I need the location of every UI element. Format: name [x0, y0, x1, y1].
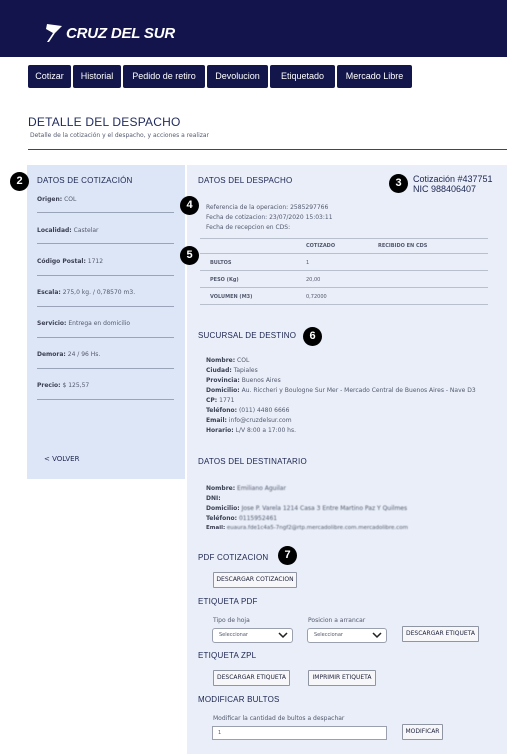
bultos-input[interactable]: 1	[212, 726, 387, 740]
field-demora: Demora: 24 / 96 Hs.	[37, 351, 101, 358]
destinatario-line: Domicilio: Jose P. Varela 1214 Casa 3 Entre Martino Paz Y Quilmes	[206, 505, 408, 512]
table-cell: 0,72000	[306, 294, 327, 300]
divider	[37, 212, 174, 213]
fecha-recepcion: Fecha de recepcion en CDS:	[206, 224, 291, 231]
nic-number: NIC 988406407	[413, 184, 477, 194]
download-etiqueta-zpl-button[interactable]: DESCARGAR ETIQUETA	[213, 670, 290, 686]
field-servicio: Servicio: Entrega en domicilio	[37, 320, 131, 327]
posicion-label: Posicion a arrancar	[308, 617, 366, 624]
table-row-label: PESO (Kg)	[210, 277, 239, 283]
sucursal-line: Horario: L/V 8:00 a 17:00 hs.	[206, 427, 296, 434]
table-top-rule	[200, 238, 488, 239]
main-nav	[28, 65, 414, 88]
cotizacion-number	[413, 174, 493, 194]
table-cell: 20,00	[306, 277, 321, 283]
field-codigo-postal: Código Postal: 1712	[37, 258, 104, 265]
sucursal-line: Nombre: COL	[206, 357, 250, 364]
nav-devolucion[interactable]: Devolucion	[207, 65, 268, 88]
table-rule	[200, 253, 488, 254]
sucursal-line: Domicilio: Au. Riccheri y Boulogne Sur Mer - Mercado Central de Buenos Aires - Nave D3	[206, 387, 476, 394]
chevron-down-icon	[278, 631, 288, 640]
posicion-select[interactable]	[307, 628, 387, 643]
sucursal-line: Ciudad: Tapiales	[206, 367, 258, 374]
sucursal-line: Email: info@cruzdelsur.com	[206, 417, 292, 424]
sucursal-line: CP: 1771	[206, 397, 235, 404]
table-header-recibido: RECIBIDO EN CDS	[378, 243, 428, 249]
etiqueta-pdf-title: ETIQUETA PDF	[198, 597, 258, 606]
field-localidad: Localidad: Castelar	[37, 227, 99, 234]
chevron-down-icon	[372, 631, 382, 640]
sucursal-line: Provincia: Buenos Aires	[206, 377, 281, 384]
header-bar	[0, 0, 507, 57]
posicion-value: Seleccionar	[314, 632, 343, 638]
tipo-hoja-label: Tipo de hoja	[213, 617, 250, 624]
destinatario-line: DNI:	[206, 495, 221, 502]
divider	[37, 243, 174, 244]
cotizacion-id: Cotización #437751	[413, 174, 493, 184]
destinatario-line: Nombre: Emiliano Aguilar	[206, 485, 286, 492]
despacho-title: DATOS DEL DESPACHO	[198, 176, 293, 185]
nav-cotizar[interactable]: Cotizar	[28, 65, 71, 88]
table-row-label: BULTOS	[210, 260, 232, 266]
fecha-cotizacion: Fecha de cotizacion: 23/07/2020 15:03:11	[206, 214, 333, 221]
modificar-bultos-title: MODIFICAR BULTOS	[198, 695, 280, 704]
page-subtitle: Detalle de la cotización y el despacho, y acciones a realizar	[30, 132, 210, 139]
print-etiqueta-button[interactable]: IMPRIMIR ETIQUETA	[308, 670, 376, 686]
destinatario-line: Email: euaura.fde1c4a5-7ngf2@rtp.mercadolibre.com.mercadolibre.com	[206, 525, 408, 531]
nav-pedido-de-retiro[interactable]: Pedido de retiro	[123, 65, 205, 88]
table-cell: 1	[306, 260, 310, 266]
cotizacion-title: DATOS DE COTIZACIÓN	[37, 176, 133, 185]
sucursal-title: SUCURSAL DE DESTINO	[198, 331, 297, 340]
marker-badge-5: 5	[180, 246, 199, 265]
table-rule	[200, 270, 488, 271]
table-header-cotizado: COTIZADO	[306, 243, 336, 249]
referencia-operacion: Referencia de la operacion: 2585297766	[206, 204, 329, 211]
destinatario-title: DATOS DEL DESTINATARIO	[198, 457, 307, 466]
divider	[37, 368, 174, 369]
divider	[37, 306, 174, 307]
marker-badge-7: 7	[278, 546, 297, 565]
modificar-label: Modificar la cantidad de bultos a despachar	[213, 715, 345, 722]
table-row-label: VOLUMEN (M3)	[210, 294, 253, 300]
back-link[interactable]: < VOLVER	[44, 455, 80, 463]
divider	[37, 337, 174, 338]
nav-mercado-libre[interactable]: Mercado Libre	[337, 65, 412, 88]
destinatario-line: Teléfono: 0115952461	[206, 515, 278, 522]
logo[interactable]	[46, 24, 175, 42]
table-rule	[200, 287, 488, 288]
tipo-hoja-select[interactable]	[212, 628, 293, 643]
nav-historial[interactable]: Historial	[73, 65, 121, 88]
brand-name: CRUZ DEL SUR	[66, 24, 175, 42]
table-bottom-rule	[200, 304, 488, 305]
download-etiqueta-pdf-button[interactable]: DESCARGAR ETIQUETA	[402, 626, 479, 642]
tipo-hoja-value: Seleccionar	[219, 632, 248, 638]
pdf-cotizacion-title: PDF COTIZACION	[198, 553, 269, 562]
cruz-del-sur-logo-icon	[46, 24, 63, 42]
divider	[37, 275, 174, 276]
field-origen: Origen: COL	[37, 196, 77, 203]
field-precio: Precio: $ 125,57	[37, 382, 90, 389]
marker-badge-4: 4	[180, 196, 199, 215]
etiqueta-zpl-title: ETIQUETA ZPL	[198, 651, 257, 660]
field-escala: Escala: 275,0 kg. / 0,78570 m3.	[37, 289, 136, 296]
nav-etiquetado[interactable]: Etiquetado	[270, 65, 335, 88]
divider	[37, 399, 174, 400]
download-cotizacion-button[interactable]: DESCARGAR COTIZACION	[213, 572, 297, 588]
marker-badge-2: 2	[10, 172, 29, 191]
marker-badge-3: 3	[389, 174, 408, 193]
modificar-button[interactable]: MODIFICAR	[402, 724, 443, 740]
marker-badge-6: 6	[303, 327, 322, 346]
page-title: DETALLE DEL DESPACHO	[28, 115, 181, 129]
title-divider	[28, 149, 507, 150]
sucursal-line: Teléfono: (011) 4480 6666	[206, 407, 290, 414]
